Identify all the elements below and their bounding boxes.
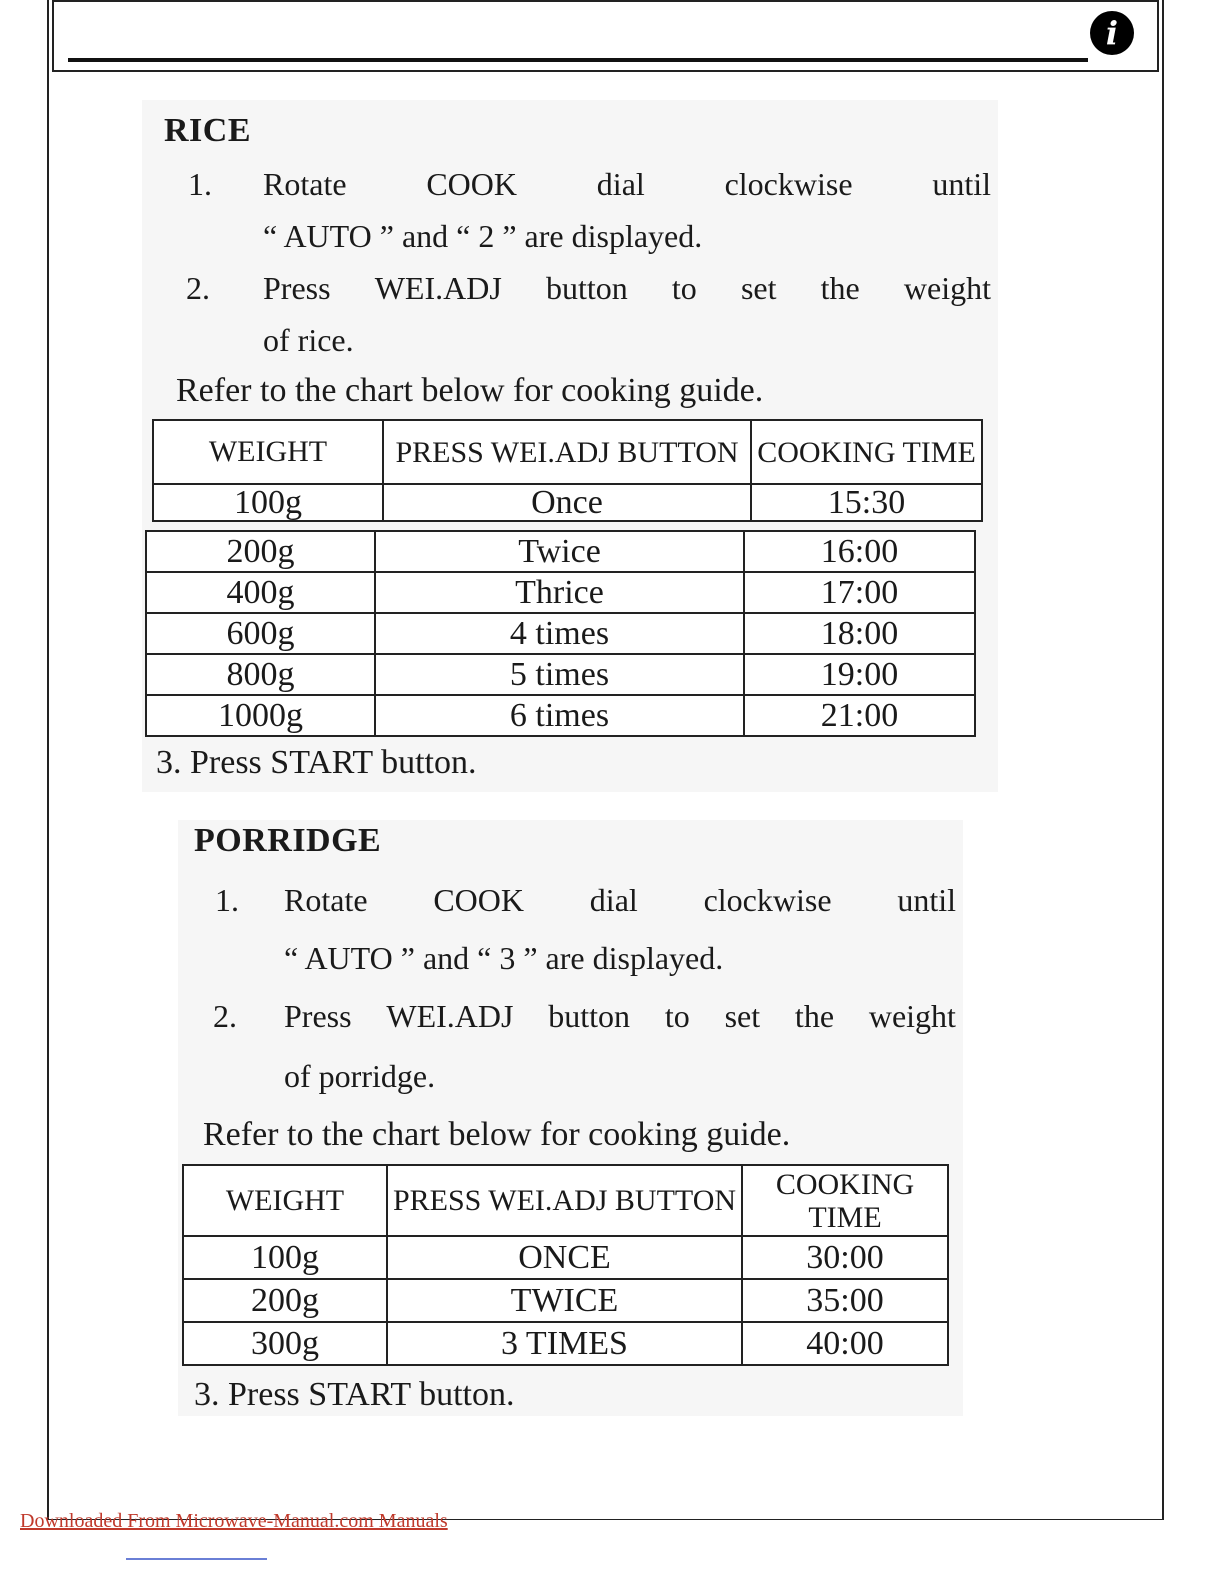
- porridge-step2-word: to: [664, 998, 690, 1034]
- rice-header-press: PRESS WEI.ADJ BUTTON: [383, 420, 751, 484]
- porridge-title: PORRIDGE: [194, 822, 382, 859]
- porridge-cell-time: 35:00: [742, 1279, 948, 1322]
- rice-step1-word: until: [932, 166, 991, 202]
- rice-cell-time: 19:00: [744, 654, 975, 695]
- porridge-step2-word: Press: [284, 998, 352, 1034]
- rice-header-weight: WEIGHT: [153, 420, 383, 484]
- porridge-step2-number: 2.: [213, 998, 237, 1034]
- table-row: [146, 531, 975, 572]
- rice-cell-time: 15:30: [751, 484, 982, 521]
- porridge-step2-line2: of porridge.: [284, 1058, 436, 1094]
- porridge-cell-weight: 200g: [183, 1279, 387, 1322]
- porridge-cell-time: 30:00: [742, 1236, 948, 1279]
- rice-step2-word: button: [545, 270, 628, 306]
- porridge-cell-press: ONCE: [387, 1236, 742, 1279]
- porridge-step1-line2: “ AUTO ” and “ 3 ” are displayed.: [284, 940, 724, 976]
- rice-cell-weight: 400g: [146, 572, 375, 613]
- rice-step1-number: 1.: [188, 166, 212, 202]
- rice-step1-line1: [263, 166, 991, 203]
- porridge-step1-word: dial: [589, 882, 638, 918]
- rice-step2-line1: [263, 270, 991, 307]
- rice-step2-word: WEI.ADJ: [374, 270, 502, 306]
- rice-cell-time: 16:00: [744, 531, 975, 572]
- rice-step2-word: Press: [263, 270, 331, 306]
- porridge-step2-word: weight: [868, 998, 956, 1034]
- rice-cell-press: Once: [383, 484, 751, 521]
- download-source-link[interactable]: Downloaded From Microwave-Manual.com Manuals: [20, 1510, 448, 1532]
- rice-cell-weight: 100g: [153, 484, 383, 521]
- rice-cell-press: 6 times: [375, 695, 744, 736]
- header-rule: [68, 58, 1088, 62]
- rice-cell-weight: 1000g: [146, 695, 375, 736]
- table-row: [183, 1322, 948, 1365]
- porridge-step2-word: button: [548, 998, 631, 1034]
- rice-step1-word: dial: [596, 166, 645, 202]
- rice-step2-word: weight: [903, 270, 991, 306]
- table-row: [146, 695, 975, 736]
- table-row: [146, 613, 975, 654]
- porridge-step3: 3. Press START button.: [194, 1376, 515, 1413]
- porridge-step1-word: Rotate: [284, 882, 368, 918]
- rice-cell-press: 5 times: [375, 654, 744, 695]
- bottom-divider: [126, 1558, 267, 1560]
- rice-step2-word: set: [740, 270, 777, 306]
- rice-cell-weight: 600g: [146, 613, 375, 654]
- porridge-table: [182, 1164, 949, 1366]
- porridge-step1-word: clockwise: [703, 882, 832, 918]
- rice-cell-press: 4 times: [375, 613, 744, 654]
- rice-step1-word: Rotate: [263, 166, 347, 202]
- porridge-cell-weight: 100g: [183, 1236, 387, 1279]
- rice-step1-line2: “ AUTO ” and “ 2 ” are displayed.: [263, 218, 703, 254]
- rice-table-top: [152, 419, 983, 522]
- porridge-refer-text: Refer to the chart below for cooking guide.: [203, 1116, 791, 1153]
- porridge-cell-press: 3 TIMES: [387, 1322, 742, 1365]
- rice-title: RICE: [164, 112, 252, 149]
- rice-step2-number: 2.: [186, 270, 210, 306]
- porridge-table-header-row: [183, 1165, 948, 1236]
- table-row: [183, 1236, 948, 1279]
- rice-cell-time: 18:00: [744, 613, 975, 654]
- table-row: [146, 572, 975, 613]
- rice-table-bottom: [145, 530, 976, 737]
- rice-step3: 3. Press START button.: [156, 744, 477, 781]
- porridge-step1-line1: [284, 882, 956, 919]
- porridge-step2-line1: [284, 998, 956, 1035]
- table-row: [153, 484, 982, 521]
- porridge-step2-word: the: [794, 998, 835, 1034]
- table-row: [183, 1279, 948, 1322]
- porridge-step2-word: set: [724, 998, 761, 1034]
- porridge-header-press: PRESS WEI.ADJ BUTTON: [387, 1165, 742, 1236]
- rice-refer-text: Refer to the chart below for cooking guide.: [176, 372, 764, 409]
- info-icon: i: [1090, 11, 1134, 55]
- porridge-cell-weight: 300g: [183, 1322, 387, 1365]
- rice-cell-press: Thrice: [375, 572, 744, 613]
- rice-cell-weight: 200g: [146, 531, 375, 572]
- porridge-cell-press: TWICE: [387, 1279, 742, 1322]
- porridge-step1-word: until: [897, 882, 956, 918]
- rice-step2-line2: of rice.: [263, 322, 354, 358]
- rice-step2-word: to: [671, 270, 697, 306]
- rice-header-time: COOKING TIME: [751, 420, 982, 484]
- porridge-header-weight: WEIGHT: [183, 1165, 387, 1236]
- porridge-step1-number: 1.: [215, 882, 239, 918]
- rice-step2-word: the: [820, 270, 860, 306]
- rice-cell-time: 17:00: [744, 572, 975, 613]
- porridge-cell-time: 40:00: [742, 1322, 948, 1365]
- porridge-header-time: COOKING TIME: [742, 1165, 948, 1236]
- table-row: [146, 654, 975, 695]
- rice-step1-word: clockwise: [724, 166, 853, 202]
- rice-cell-press: Twice: [375, 531, 744, 572]
- rice-step1-word: COOK: [426, 166, 517, 202]
- rice-cell-weight: 800g: [146, 654, 375, 695]
- rice-cell-time: 21:00: [744, 695, 975, 736]
- porridge-step1-word: COOK: [433, 882, 524, 918]
- rice-table-header-row: [153, 420, 982, 484]
- porridge-step2-word: WEI.ADJ: [386, 998, 514, 1034]
